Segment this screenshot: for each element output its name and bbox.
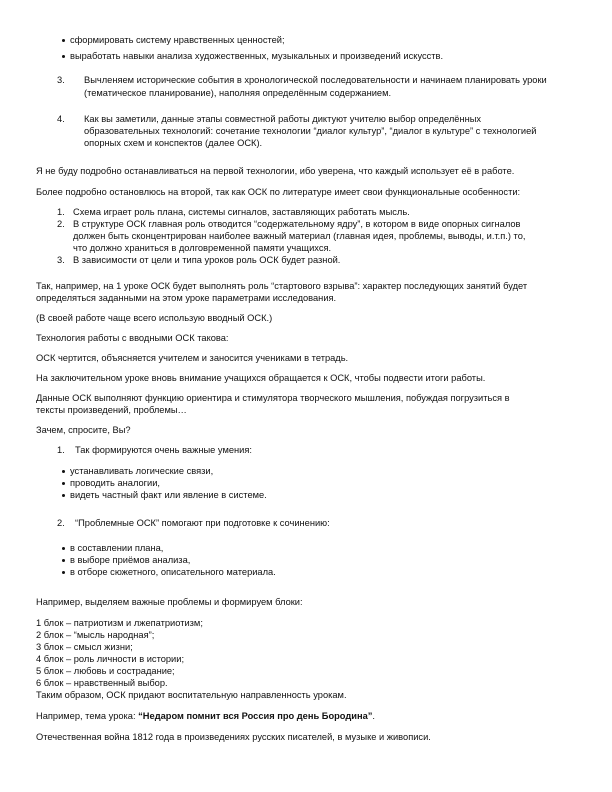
list-item: Как вы заметили, данные этапы совместной работы диктуют учителю выбор определённых [84,114,482,124]
block-line: 4 блок – роль личности в истории; [36,654,185,664]
bullet-dot [62,55,65,58]
bullet-dot [62,39,65,42]
paragraph: тексты произведений, проблемы… [36,405,187,415]
list-item: проводить аналогии, [70,478,161,488]
block-line: Таким образом, ОСК придают воспитательную направленность урокам. [36,690,347,700]
list-item: Вычленяем исторические события в хронологической последовательности и начинаем планировать уроки [84,75,547,85]
paragraph: Более подробно остановлюсь на второй, так как ОСК по литературе имеет свои функциональные особенности: [36,187,521,197]
bullet-dot [62,482,65,485]
list-number: 4. [57,114,65,124]
paragraph: Данные ОСК выполняют функцию ориентира и стимулятора творческого мышления, побуждая погрузиться в [36,393,510,403]
list-item: опорных схем и конспектов (далее ОСК). [84,138,263,148]
paragraph: Технология работы с вводными ОСК такова: [36,333,229,343]
list-item: (тематическое планирование), наполняя определённым содержанием. [84,88,392,98]
list-number: 2. [57,518,65,528]
lesson-topic [36,711,375,722]
list-item: должен быть сконцентрирован наиболее важный материал (главная идея, проблемы, выводы, и.т.п.) то, [73,231,526,241]
bullet-dot [62,571,65,574]
list-item: устанавливать логические связи, [70,466,214,476]
paragraph: Я не буду подробно останавливаться на первой технологии, ибо уверена, что каждый использует её в работе. [36,166,515,176]
list-item: видеть частный факт или явление в системе. [70,490,267,500]
paragraph: определяться заданными на этом уроке параметрами исследования. [36,293,337,303]
bullet-dot [62,559,65,562]
list-number: 3. [57,255,65,265]
bullet-dot [62,470,65,473]
list-item: в составлении плана, [70,543,164,553]
list-item: сформировать систему нравственных ценностей; [70,35,285,45]
paragraph: ОСК чертится, объясняется учителем и заносится учениками в тетрадь. [36,353,349,363]
list-item: Схема играет роль плана, системы сигналов, заставляющих работать мысль. [73,207,410,217]
block-line: 5 блок – любовь и сострадание; [36,666,175,676]
list-item: что должно храниться в долговременной памяти учащихся. [73,243,332,253]
list-item: В зависимости от цели и типа уроков роль ОСК будет разной. [73,255,341,265]
list-number: 3. [57,75,65,85]
list-item: В структуре ОСК главная роль отводится “содержательному ядру”, в котором в виде опорных сигналов [73,219,521,229]
block-line: 6 блок – нравственный выбор. [36,678,168,688]
list-number: 2. [57,219,65,229]
paragraph: Отечественная война 1812 года в произведениях русских писателей, в музыке и живописи. [36,732,431,742]
paragraph: Зачем, спросите, Вы? [36,425,131,435]
block-line: 2 блок – “мысль народная”; [36,630,155,640]
bullet-dot [62,494,65,497]
list-number: 1. [57,207,65,217]
block-line: 1 блок – патриотизм и лжепатриотизм; [36,618,203,628]
paragraph: Например, выделяем важные проблемы и формируем блоки: [36,597,303,607]
paragraph: Так, например, на 1 уроке ОСК будет выполнять роль “стартового взрыва”: характер последующих занятий будет [36,281,528,291]
block-line: 3 блок – смысл жизни; [36,642,133,652]
list-item: в выборе приёмов анализа, [70,555,191,565]
topic-title: “Недаром помнит вся Россия про день Бородина” [138,711,373,721]
bullet-dot [62,547,65,550]
list-number: 1. [57,445,65,455]
topic-prefix: Например, тема урока: [36,711,139,721]
list-item: “Проблемные ОСК” помогают при подготовке к сочинению: [75,518,330,528]
list-item: Так формируются очень важные умения: [75,445,252,455]
list-item: образовательных технологий: сочетание технологии “диалог культур”, “диалог в культуре” с технологией [84,126,537,136]
topic-suffix: . [372,711,376,721]
paragraph: На заключительном уроке вновь внимание учащихся обращается к ОСК, чтобы подвести итоги работы. [36,373,486,383]
paragraph: (В своей работе чаще всего использую вводный ОСК.) [36,313,273,323]
list-item: выработать навыки анализа художественных, музыкальных и произведений искусств. [70,51,444,61]
list-item: в отборе сюжетного, описательного материала. [70,567,276,577]
